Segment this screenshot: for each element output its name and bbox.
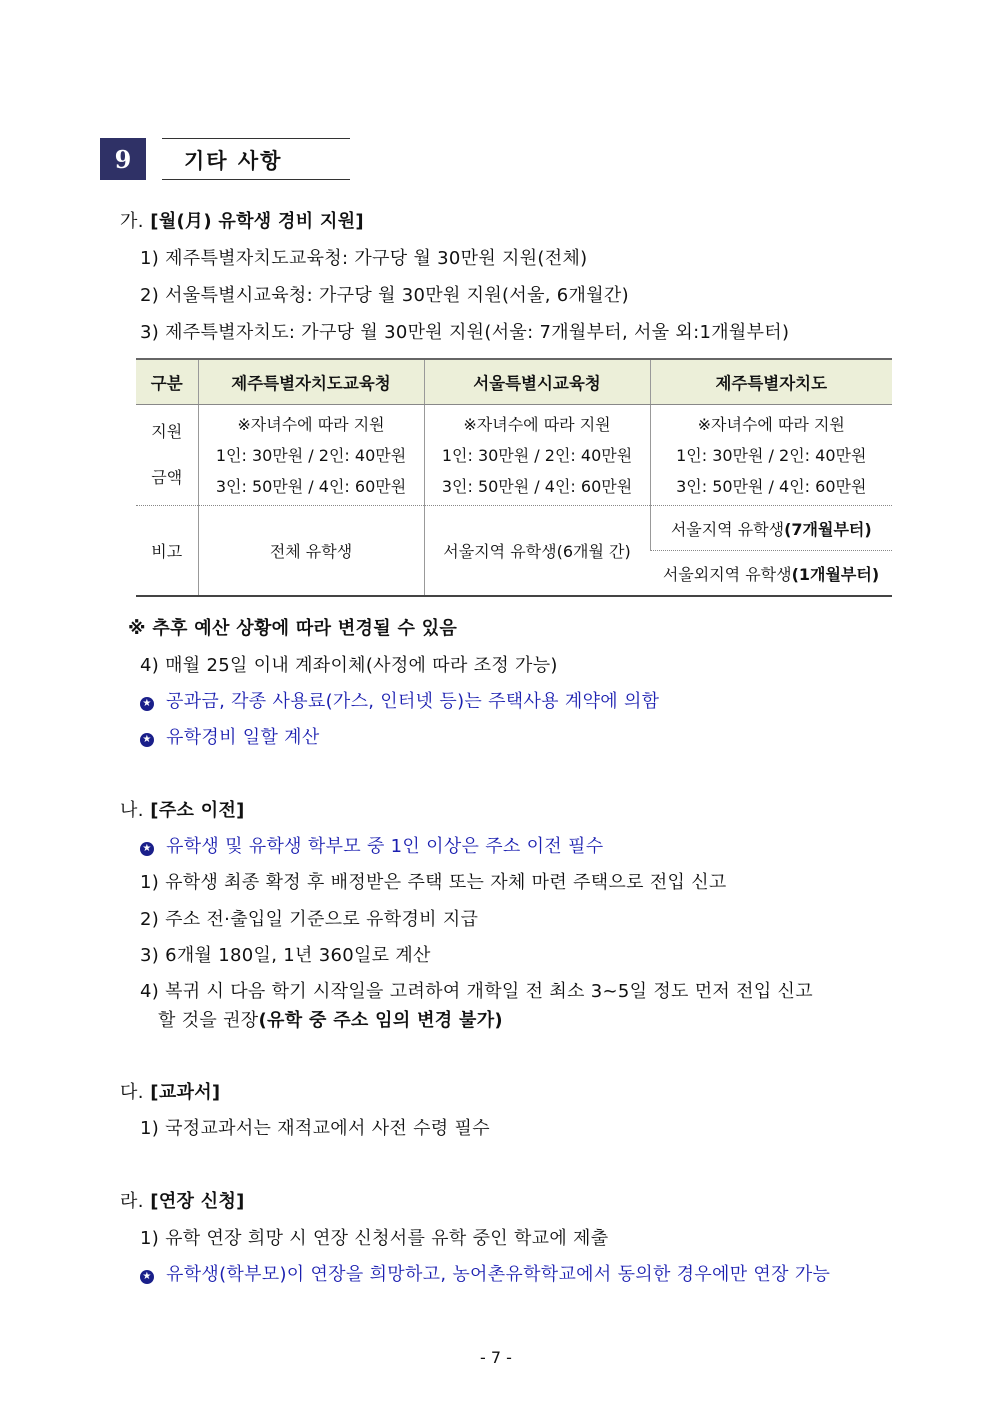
ra-item-1: 1) 유학 연장 희망 시 연장 신청서를 유학 중인 학교에 제출 [140, 1228, 609, 1249]
subsection-ra-title: [연장 신청] [150, 1191, 245, 1212]
remark-cell-jeju-edu: 전체 유학생 [198, 506, 424, 597]
remark-text: 서울지역 유학생 [670, 519, 785, 539]
amount-cell-jeju-province [650, 405, 892, 506]
remark-cell-jeju-province-outside [650, 551, 892, 597]
na-item-4-continuation [158, 1006, 503, 1032]
na-item-2: 2) 주소 전·출입일 기준으로 유학경비 지급 [140, 909, 479, 930]
subsection-ga-title: [월(月) 유학생 경비 지원] [150, 211, 364, 232]
na-item-1: 1) 유학생 최종 확정 후 배정받은 주택 또는 자체 마련 주택으로 전입 신고 [140, 872, 727, 893]
subsection-da-title: [교과서] [150, 1082, 221, 1103]
section-number: 9 [100, 138, 146, 180]
row-label-amount [136, 405, 198, 506]
remark-text: 서울외지역 유학생 [662, 564, 792, 584]
amount-cell-seoul-edu [424, 405, 650, 506]
ga-item-4: 4) 매월 25일 이내 계좌이체(사정에 따라 조정 가능) [140, 655, 558, 676]
bullet-text: 유학생 및 유학생 학부모 중 1인 이상은 주소 이전 필수 [166, 836, 604, 857]
ga-item-3: 3) 제주특별자치도: 가구당 월 30만원 지원(서울: 7개월부터, 서울 외:1개월부터) [140, 322, 790, 343]
ga-bullet-1 [140, 687, 659, 713]
subsection-da-label: 다. [120, 1082, 144, 1103]
page-number: - 7 - [480, 1348, 512, 1367]
bullet-text: 유학생(학부모)이 연장을 희망하고, 농어촌유학학교에서 동의한 경우에만 연장 가능 [166, 1264, 831, 1285]
section-title: 기타 사항 [184, 149, 283, 173]
continuation-bold: (유학 중 주소 임의 변경 불가) [258, 1010, 503, 1031]
subsection-ra-heading [120, 1187, 245, 1213]
ga-item-1: 1) 제주특별자치도교육청: 가구당 월 30만원 지원(전체) [140, 248, 588, 269]
row-label-amount-line1: 지원 [151, 422, 183, 441]
table-header-seoul-edu: 서울특별시교육청 [424, 359, 650, 405]
ga-bullet-2 [140, 723, 320, 749]
table-row-remark-1 [136, 506, 892, 551]
table-header-row [136, 359, 892, 405]
amount-line: 3인: 50만원 / 4인: 60만원 [676, 476, 867, 496]
amount-note: ※자녀수에 따라 지원 [697, 414, 845, 434]
na-item-4: 4) 복귀 시 다음 학기 시작일을 고려하여 개학일 전 최소 3~5일 정도 먼저 전입 신고 [140, 981, 813, 1002]
subsection-ga-label: 가. [120, 211, 144, 232]
subsection-ra-label: 라. [120, 1191, 144, 1212]
amount-line: 1인: 30만원 / 2인: 40만원 [676, 445, 867, 465]
section-title-box [162, 138, 350, 180]
bullet-text: 유학경비 일할 계산 [166, 727, 320, 748]
subsection-na-heading [120, 796, 245, 822]
remark-bold: (1개월부터) [791, 564, 880, 584]
amount-cell-jeju-edu [198, 405, 424, 506]
star-bullet-icon: ★ [140, 1270, 154, 1284]
continuation-text: 할 것을 권장 [158, 1010, 259, 1031]
table-row-amount [136, 405, 892, 506]
amount-note: ※자녀수에 따라 지원 [463, 414, 611, 434]
remark-cell-seoul-edu: 서울지역 유학생(6개월 간) [424, 506, 650, 597]
ra-bullet [140, 1260, 830, 1286]
subsection-ga-heading [120, 207, 364, 233]
row-label-amount-line2: 금액 [151, 468, 183, 487]
amount-note: ※자녀수에 따라 지원 [237, 414, 385, 434]
amount-line: 1인: 30만원 / 2인: 40만원 [441, 445, 633, 465]
table-header-jeju-edu: 제주특별자치도교육청 [198, 359, 424, 405]
ga-item-2: 2) 서울특별시교육청: 가구당 월 30만원 지원(서울, 6개월간) [140, 285, 629, 306]
row-label-remark: 비고 [136, 506, 198, 597]
amount-line: 3인: 50만원 / 4인: 60만원 [441, 476, 633, 496]
amount-line: 1인: 30만원 / 2인: 40만원 [215, 445, 407, 465]
da-item-1: 1) 국정교과서는 재적교에서 사전 수령 필수 [140, 1118, 490, 1139]
table-header-jeju-province: 제주특별자치도 [650, 359, 892, 405]
table-header-category: 구분 [136, 359, 198, 405]
budget-note: ※ 추후 예산 상황에 따라 변경될 수 있음 [128, 618, 458, 639]
na-bullet [140, 832, 603, 858]
star-bullet-icon: ★ [140, 733, 154, 747]
subsection-na-label: 나. [120, 800, 144, 821]
remark-cell-jeju-province-seoul [650, 506, 892, 551]
subsection-na-title: [주소 이전] [150, 800, 245, 821]
star-bullet-icon: ★ [140, 842, 154, 856]
na-item-3: 3) 6개월 180일, 1년 360일로 계산 [140, 945, 431, 966]
bullet-text: 공과금, 각종 사용료(가스, 인터넷 등)는 주택사용 계약에 의함 [166, 691, 660, 712]
subsection-da-heading [120, 1078, 220, 1104]
remark-bold: (7개월부터) [784, 519, 872, 539]
amount-line: 3인: 50만원 / 4인: 60만원 [215, 476, 407, 496]
support-amount-table [136, 358, 892, 597]
star-bullet-icon: ★ [140, 697, 154, 711]
